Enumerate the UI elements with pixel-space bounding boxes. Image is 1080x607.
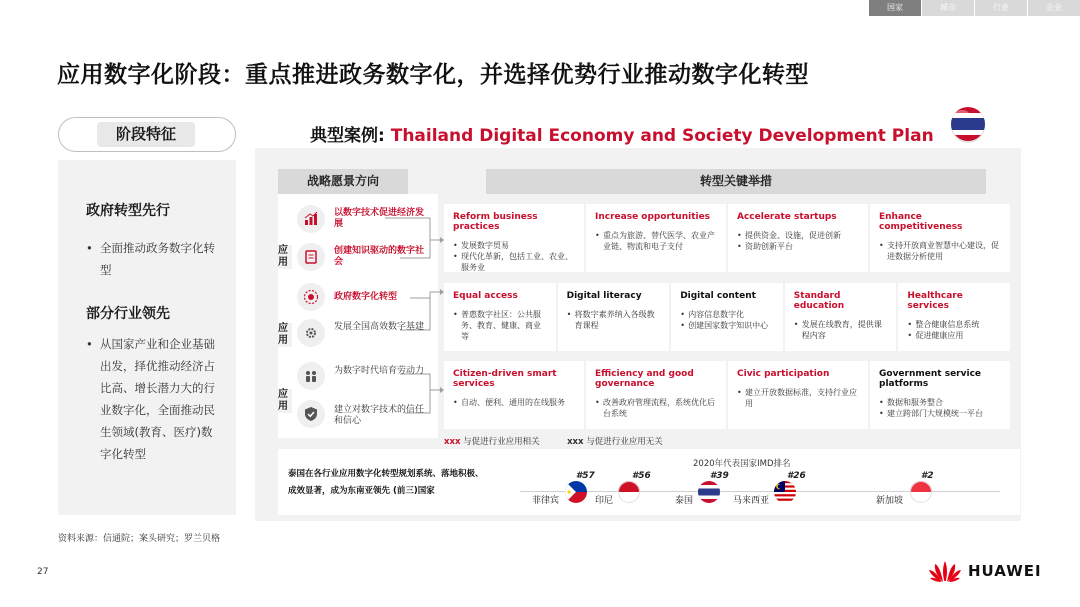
- legend: [444, 435, 663, 447]
- card-enhance-competitiveness: [870, 204, 1010, 272]
- malaysia-flag-icon: [774, 481, 796, 503]
- legend-black-text: 与促进行业应用无关: [586, 437, 663, 447]
- imd-title: 2020年代表国家IMD排名: [693, 459, 791, 469]
- card-healthcare-services: [898, 283, 1010, 351]
- strategy-header: 战略愿景方向: [278, 169, 408, 194]
- rank-indonesia: #56: [632, 471, 651, 481]
- card-bullet: • 支持开放商业智慧中心建设，促进数据分析使用: [879, 240, 1001, 262]
- card-title: Digital literacy: [566, 291, 642, 301]
- card-title: Reform business practices: [453, 212, 538, 232]
- country-indonesia: 印尼: [595, 496, 614, 506]
- card-citizen-smart-services: [444, 361, 584, 429]
- card-bullet: • 建立跨部门大规模统一平台: [879, 408, 1001, 419]
- measures-row-3: [444, 361, 1010, 429]
- card-bullet: • 资助创新平台: [737, 241, 859, 252]
- card-title: Enhance competitiveness: [879, 212, 963, 232]
- industry-lead-heading: 部分行业领先: [86, 306, 170, 322]
- page-number: 27: [37, 567, 49, 577]
- gov-first-bullet: • 全面推动政务数字化转型: [86, 241, 215, 277]
- card-bullet: • 数据和服务整合: [879, 397, 1001, 408]
- tab-country[interactable]: 国家: [868, 0, 921, 16]
- strategy-item-2: 创建知识驱动的数字社会: [334, 246, 425, 267]
- card-bullet: • 促进健康应用: [907, 330, 1001, 341]
- workforce-people-icon: [297, 362, 325, 390]
- card-bullet: • 自动、便利、通用的在线服务: [453, 397, 575, 408]
- card-bullet: • 发展数字贸易: [453, 240, 575, 251]
- card-standard-education: [785, 283, 897, 351]
- trust-shield-icon: [297, 400, 325, 428]
- strategy-item-3: 政府数字化转型: [334, 292, 398, 302]
- strategy-item-4: 发展全国高效数字基建: [334, 322, 425, 332]
- legend-black-marker: xxx: [567, 437, 584, 447]
- card-bullet: • 重点为旅游、替代医学、农业产业链、物流和电子支付: [595, 230, 717, 252]
- card-civic-participation: [728, 361, 868, 429]
- card-title: Efficiency and good governance: [595, 369, 694, 389]
- strategy-item-1: 以数字技术促进经济发展: [334, 208, 425, 229]
- strategy-item-5: 为数字时代培育劳动力: [334, 366, 425, 376]
- card-reform-business: [444, 204, 584, 272]
- huawei-logo: [928, 559, 1042, 583]
- country-malaysia: 马来西亚: [733, 496, 770, 506]
- card-title: Citizen-driven smart services: [453, 369, 557, 389]
- card-title: Equal access: [453, 291, 518, 301]
- strategy-item-6: 建立对数字技术的信任和信心: [334, 405, 425, 426]
- apply-label-3: 应用: [274, 389, 292, 413]
- card-accelerate-startups: [728, 204, 868, 272]
- industry-lead-bullet-text: 从国家产业和企业基础出发，择优推动经济占比高、增长潜力大的行业数字化，全面推动民生领域(教育、医疗)数字化转型: [100, 337, 215, 461]
- philippines-flag-icon: [565, 481, 587, 503]
- indonesia-flag-icon: [618, 481, 640, 503]
- rank-singapore: #2: [921, 471, 934, 481]
- tab-industry[interactable]: 行业: [974, 0, 1027, 16]
- card-title: Healthcare services: [907, 291, 963, 311]
- card-efficiency-governance: [586, 361, 726, 429]
- legend-red-text: 与促进行业应用相关: [463, 437, 540, 447]
- card-digital-content: [671, 283, 783, 351]
- card-bullet: • 现代化革新，包括工业、农业、服务业: [453, 251, 575, 273]
- measures-row-2: [444, 283, 1010, 351]
- card-title: Increase opportunities: [595, 212, 711, 222]
- card-bullet: • 内容信息数字化: [680, 309, 774, 320]
- knowledge-book-icon: [297, 243, 325, 271]
- card-title: Standard education: [793, 291, 845, 311]
- gov-first-heading: 政府转型先行: [86, 203, 170, 219]
- card-bullet: • 建立开放数据标准，支持行业应用: [737, 387, 859, 409]
- card-gov-service-platforms: [870, 361, 1010, 429]
- industry-lead-bullet: • 从国家产业和企业基础出发，择优推动经济占比高、增长潜力大的行业数字化，全面推动民生领域(教育、医疗)数字化转型: [86, 337, 215, 461]
- rank-thailand: #39: [710, 471, 729, 481]
- case-title-name: Thailand Digital Economy and Society Development Plan: [390, 126, 934, 146]
- apply-label-2: 应用: [274, 323, 292, 347]
- chart-growth-icon: [297, 205, 325, 233]
- rank-philippines: #57: [576, 471, 595, 481]
- apply-label-1: 应用: [274, 245, 292, 269]
- measures-row-1: [444, 204, 1010, 272]
- card-title: Digital content: [680, 291, 756, 301]
- card-bullet: • 创建国家数字知识中心: [680, 320, 774, 331]
- tab-enterprise[interactable]: 企业: [1027, 0, 1080, 16]
- card-bullet: • 普惠数字社区：公共服务、教育、健康、商业等: [453, 309, 547, 342]
- card-title: Accelerate startups: [737, 212, 837, 222]
- card-bullet: • 将数字素养纳入各级教育课程: [567, 309, 661, 331]
- logo-text: HUAWEI: [968, 562, 1042, 580]
- imd-summary: 泰国在各行业应用数字化转型规划系统、落地积极、成效显著，成为东南亚领先 (前三)国家: [288, 469, 484, 496]
- case-title-prefix: 典型案例:: [310, 126, 391, 146]
- gov-first-bullet-text: 全面推动政务数字化转型: [100, 241, 215, 277]
- huawei-petal-icon: [928, 559, 962, 583]
- thailand-flag-small-icon: [698, 481, 720, 503]
- source-note: 资料来源：信通院；案头研究；罗兰贝格: [58, 534, 221, 544]
- rank-malaysia: #26: [787, 471, 806, 481]
- card-equal-access: [444, 283, 556, 351]
- government-network-icon: [297, 283, 325, 311]
- page-title: 应用数字化阶段：重点推进政务数字化，并选择优势行业推动数字化转型: [57, 62, 809, 88]
- legend-red-marker: xxx: [444, 437, 461, 447]
- measures-header: 转型关键举措: [486, 169, 986, 194]
- country-singapore: 新加坡: [876, 496, 904, 506]
- tab-city[interactable]: 城市: [921, 0, 974, 16]
- card-bullet: • 提供资金、设施，促进创新: [737, 230, 859, 241]
- country-philippines: 菲律宾: [532, 496, 560, 506]
- infrastructure-gear-icon: [297, 319, 325, 347]
- stage-pill-label: 阶段特征: [97, 122, 195, 147]
- card-bullet: • 改善政府管理流程，系统优化后台系统: [595, 397, 717, 419]
- singapore-flag-icon: [910, 481, 932, 503]
- card-increase-opportunities: [586, 204, 726, 272]
- card-digital-literacy: [558, 283, 670, 351]
- card-bullet: • 整合健康信息系统: [907, 319, 1001, 330]
- card-title: Civic participation: [737, 369, 830, 379]
- country-thailand: 泰国: [675, 496, 694, 506]
- card-bullet: • 发展在线教育，提供课程内容: [794, 319, 888, 341]
- card-title: Government service platforms: [879, 369, 982, 389]
